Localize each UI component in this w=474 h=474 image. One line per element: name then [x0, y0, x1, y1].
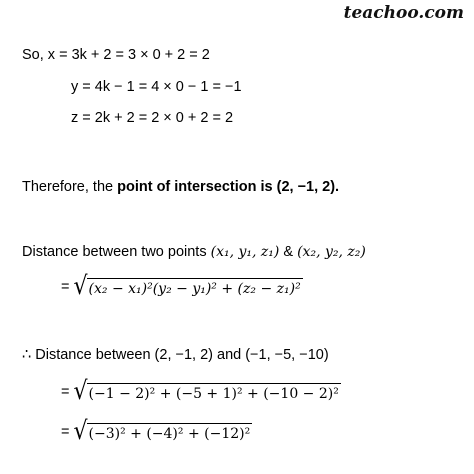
distance-intro-text: Distance between two points — [22, 244, 211, 260]
formula-sqrt — [73, 272, 303, 301]
distance-between-line: ∴ Distance between (2, −1, 2) and (−1, −5, −10) — [22, 347, 329, 363]
distance-formula-intro — [22, 243, 366, 261]
distance-step-1 — [61, 377, 341, 406]
conclusion-prefix: Therefore, the — [22, 179, 118, 195]
step2-sqrt — [73, 417, 253, 446]
formula-equals: = — [61, 278, 74, 295]
distance-step-2 — [61, 417, 252, 446]
teachoo-logo: teachoo.com — [343, 3, 464, 23]
z-value-line: z = 2k + 2 = 2 × 0 + 2 = 2 — [71, 110, 234, 126]
point-one-coords: (x₁, y₁, z₁) — [210, 244, 280, 260]
step1-sqrt — [73, 377, 341, 406]
formula-radicand: (x₂ − x₁)²(y₂ − y₁)² + (z₂ − z₁)² — [87, 278, 303, 298]
step2-radicand: (−3)² + (−4)² + (−12)² — [87, 423, 253, 443]
intersection-point-text: point of intersection is (2, −1, 2). — [117, 179, 340, 195]
point-two-coords: (x₂, y₂, z₂) — [297, 244, 366, 260]
step1-radicand: (−1 − 2)² + (−5 + 1)² + (−10 − 2)² — [87, 383, 341, 403]
step1-equals: = — [61, 383, 74, 400]
distance-formula — [61, 272, 303, 301]
step2-equals: = — [61, 423, 74, 440]
sqrt-symbol-icon: √ — [73, 377, 88, 406]
ampersand: & — [279, 244, 298, 260]
x-value-line: So, x = 3k + 2 = 3 × 0 + 2 = 2 — [22, 47, 210, 63]
sqrt-symbol-icon: √ — [73, 417, 88, 446]
sqrt-symbol-icon: √ — [73, 272, 88, 301]
y-value-line: y = 4k − 1 = 4 × 0 − 1 = −1 — [71, 79, 242, 95]
intersection-conclusion — [22, 178, 339, 196]
